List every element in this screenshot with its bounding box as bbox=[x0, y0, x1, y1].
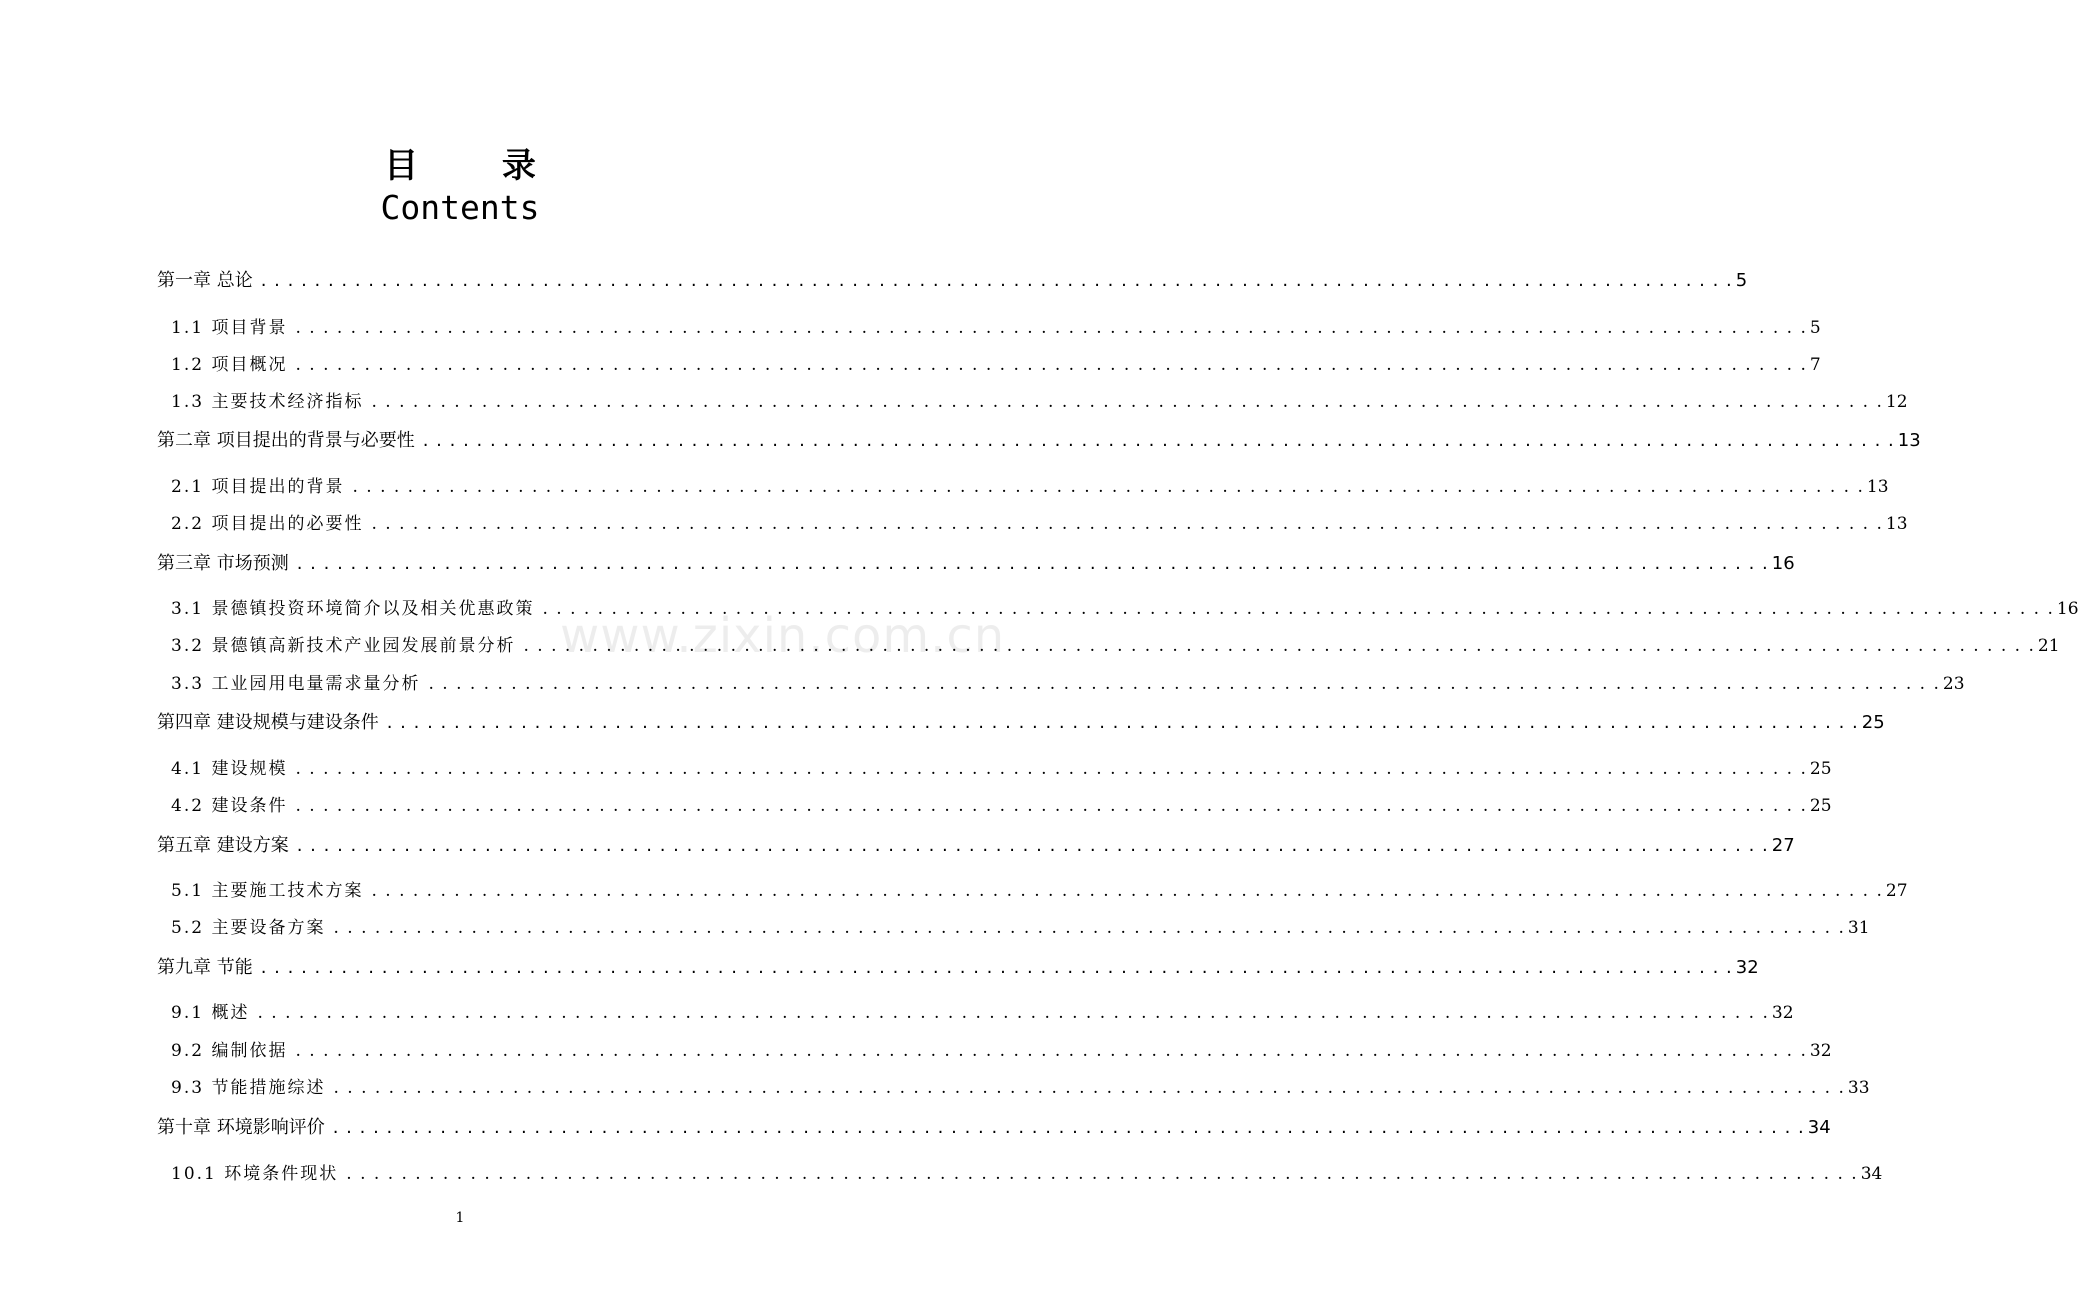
toc-entry-label: 1.3 主要技术经济指标 bbox=[171, 392, 364, 412]
toc-chapter-entry[interactable] bbox=[157, 953, 1759, 981]
toc-section-entry[interactable] bbox=[171, 791, 1832, 819]
toc-entry-label: 4.1 建设规模 bbox=[171, 759, 288, 779]
toc-entry-page: 25 bbox=[1861, 712, 1885, 733]
toc-entry-page: 25 bbox=[1809, 759, 1832, 779]
toc-entry-label: 2.2 项目提出的必要性 bbox=[171, 514, 364, 534]
toc-entry-page: 32 bbox=[1809, 1041, 1832, 1061]
toc-entry-page: 27 bbox=[1885, 881, 1908, 901]
toc-leader-dots bbox=[333, 1078, 1843, 1098]
toc-leader-dots bbox=[295, 759, 1805, 779]
toc-entry-label: 3.1 景德镇投资环境简介以及相关优惠政策 bbox=[171, 599, 535, 619]
toc-entry-label: 3.3 工业园用电量需求量分析 bbox=[171, 674, 421, 694]
toc-chapter-entry[interactable] bbox=[157, 266, 1748, 294]
toc-entry-label: 第一章 总论 bbox=[157, 270, 253, 291]
toc-entry-page: 32 bbox=[1735, 957, 1759, 978]
toc-entry-page: 13 bbox=[1897, 430, 1921, 451]
toc-entry-label: 9.1 概述 bbox=[171, 1003, 250, 1023]
toc-leader-dots bbox=[333, 1117, 1804, 1138]
toc-section-entry[interactable] bbox=[171, 913, 1870, 941]
toc-entry-label: 第四章 建设规模与建设条件 bbox=[157, 712, 379, 733]
toc-entry-page: 27 bbox=[1771, 835, 1795, 856]
page-subtitle: Contents bbox=[380, 188, 540, 227]
toc-entry-label: 第五章 建设方案 bbox=[157, 835, 289, 856]
toc-section-entry[interactable] bbox=[171, 1073, 1870, 1101]
toc-entry-page: 5 bbox=[1735, 270, 1748, 291]
toc-chapter-entry[interactable] bbox=[157, 549, 1795, 577]
toc-entry-page: 7 bbox=[1809, 355, 1821, 375]
toc-chapter-entry[interactable] bbox=[157, 426, 1921, 454]
toc-entry-page: 34 bbox=[1807, 1117, 1831, 1138]
toc-entry-label: 4.2 建设条件 bbox=[171, 796, 288, 816]
toc-leader-dots bbox=[371, 881, 1881, 901]
watermark: www.zixin.com.cn bbox=[560, 608, 1006, 664]
toc-leader-dots bbox=[423, 430, 1894, 451]
toc-entry-label: 1.2 项目概况 bbox=[171, 355, 288, 375]
toc-section-entry[interactable] bbox=[171, 998, 1794, 1026]
toc-chapter-entry[interactable] bbox=[157, 1113, 1831, 1141]
toc-entry-page: 16 bbox=[1771, 553, 1795, 574]
toc-leader-dots bbox=[257, 1003, 1767, 1023]
toc-leader-dots bbox=[523, 636, 2033, 656]
toc-section-entry[interactable] bbox=[171, 754, 1832, 782]
toc-entry-page: 12 bbox=[1885, 392, 1908, 412]
toc-entry-page: 21 bbox=[2037, 636, 2060, 656]
toc-section-entry[interactable] bbox=[171, 876, 1908, 904]
toc-entry-page: 31 bbox=[1847, 918, 1870, 938]
toc-section-entry[interactable] bbox=[171, 594, 2079, 622]
toc-leader-dots bbox=[387, 712, 1858, 733]
toc-leader-dots bbox=[295, 796, 1805, 816]
toc-leader-dots bbox=[352, 477, 1862, 497]
toc-leader-dots bbox=[297, 553, 1768, 574]
toc-chapter-entry[interactable] bbox=[157, 831, 1795, 859]
toc-section-entry[interactable] bbox=[171, 472, 1889, 500]
toc-entry-label: 第九章 节能 bbox=[157, 957, 253, 978]
toc-leader-dots bbox=[261, 270, 1732, 291]
toc-section-entry[interactable] bbox=[171, 387, 1908, 415]
toc-leader-dots bbox=[371, 514, 1881, 534]
toc-entry-label: 5.1 主要施工技术方案 bbox=[171, 881, 364, 901]
toc-entry-page: 33 bbox=[1847, 1078, 1870, 1098]
toc-section-entry[interactable] bbox=[171, 669, 1965, 697]
toc-section-entry[interactable] bbox=[171, 509, 1908, 537]
toc-entry-label: 10.1 环境条件现状 bbox=[171, 1164, 339, 1184]
toc-entry-label: 5.2 主要设备方案 bbox=[171, 918, 326, 938]
toc-entry-label: 3.2 景德镇高新技术产业园发展前景分析 bbox=[171, 636, 516, 656]
page-number: 1 bbox=[455, 1210, 465, 1226]
toc-leader-dots bbox=[542, 599, 2052, 619]
toc-entry-page: 32 bbox=[1771, 1003, 1794, 1023]
toc-entry-label: 第三章 市场预测 bbox=[157, 553, 289, 574]
toc-section-entry[interactable] bbox=[171, 350, 1821, 378]
toc-entry-page: 16 bbox=[2056, 599, 2079, 619]
toc-entry-label: 第二章 项目提出的背景与必要性 bbox=[157, 430, 415, 451]
toc-leader-dots bbox=[295, 318, 1805, 338]
toc-entry-label: 9.2 编制依据 bbox=[171, 1041, 288, 1061]
toc-entry-page: 5 bbox=[1809, 318, 1821, 338]
toc-leader-dots bbox=[428, 674, 1938, 694]
toc-entry-page: 23 bbox=[1942, 674, 1965, 694]
toc-entry-page: 13 bbox=[1866, 477, 1889, 497]
toc-entry-label: 第十章 环境影响评价 bbox=[157, 1117, 325, 1138]
toc-leader-dots bbox=[333, 918, 1843, 938]
toc-leader-dots bbox=[295, 1041, 1805, 1061]
toc-leader-dots bbox=[371, 392, 1881, 412]
toc-chapter-entry[interactable] bbox=[157, 708, 1885, 736]
toc-entry-label: 2.1 项目提出的背景 bbox=[171, 477, 345, 497]
toc-entry-label: 9.3 节能措施综述 bbox=[171, 1078, 326, 1098]
toc-leader-dots bbox=[261, 957, 1732, 978]
toc-entry-page: 25 bbox=[1809, 796, 1832, 816]
toc-section-entry[interactable] bbox=[171, 1159, 1883, 1187]
toc-section-entry[interactable] bbox=[171, 313, 1821, 341]
toc-leader-dots bbox=[346, 1164, 1856, 1184]
page-title: 目 录 bbox=[384, 146, 572, 186]
toc-leader-dots bbox=[297, 835, 1768, 856]
toc-section-entry[interactable] bbox=[171, 1036, 1832, 1064]
toc-leader-dots bbox=[295, 355, 1805, 375]
toc-entry-page: 34 bbox=[1860, 1164, 1883, 1184]
toc-entry-page: 13 bbox=[1885, 514, 1908, 534]
toc-entry-label: 1.1 项目背景 bbox=[171, 318, 288, 338]
